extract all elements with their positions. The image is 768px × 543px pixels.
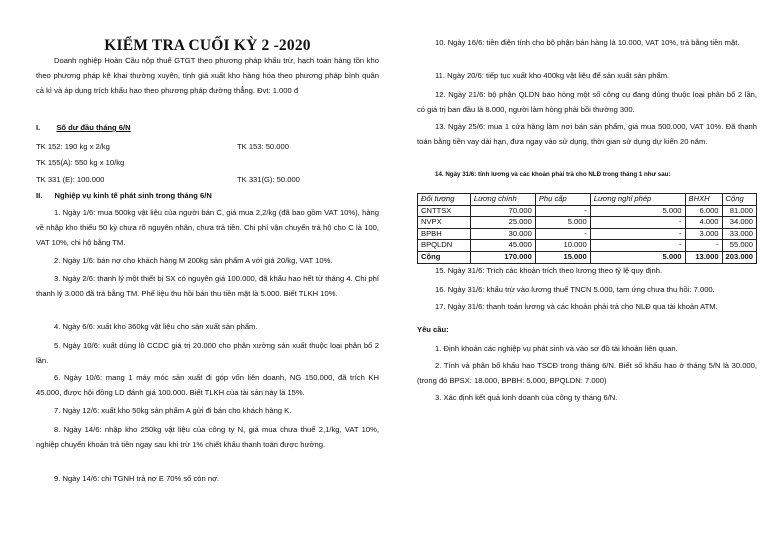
transaction-item: 4. Ngày 6/6: xuất kho 360kg vật liệu cho sản xuất sản phẩm. — [54, 322, 258, 331]
intro-paragraph: Doanh nghiệp Hoàn Cầu nộp thuế GTGT theo phương pháp khấu trừ, hạch toán hàng tồn kho theo phương pháp kê khai thường xuyên, tính giá xuất kho hàng hóa theo phương pháp bình quân cả kì và áp dụng trích khấu hao theo phương pháp đường thẳng. Đvt: 1.000 đ — [36, 56, 379, 95]
section-2-label: Nghiệp vụ kinh tế phát sinh trong tháng 6/N — [54, 191, 212, 200]
table-cell: 25.000 — [470, 217, 535, 229]
table-header-cell: Cộng — [722, 194, 756, 206]
table-cell: 70.000 — [470, 205, 535, 217]
table-header-cell: BHXH — [685, 194, 722, 206]
transaction-item: 6. Ngày 10/6: mang 1 máy móc sản xuất đi góp vốn liên doanh, NG 150.000, đã trích KH 45.000, được hội đồng LD đánh giá 100.000. Biết TLKH của tài sản này là 15%. — [36, 373, 379, 397]
transaction-item: 10. Ngày 16/6: tiền điện tính cho bộ phận bán hàng là 10.000, VAT 10%, trả bằng tiền mặt. — [435, 38, 740, 47]
table-cell: - — [685, 240, 722, 252]
table-cell: - — [590, 228, 685, 240]
balance-tk152: TK 152: 190 kg x 2/kg — [36, 142, 110, 151]
transaction-item: 7. Ngày 12/6: xuất kho 50kg sản phẩm A gửi đi bán cho khách hàng K. — [54, 406, 292, 415]
table-cell: 30.000 — [470, 228, 535, 240]
transaction-item: 17. Ngày 31/6: thanh toán lương và các khoản phải trả cho NLĐ qua tài khoản ATM. — [435, 302, 718, 311]
table-row — [418, 205, 757, 217]
requirements-heading: Yêu cầu: — [417, 325, 449, 334]
transaction-item: 16. Ngày 31/6: khấu trừ vào lương thuế TNCN 5.000, tạm ứng chưa thu hồi: 7.000. — [435, 285, 715, 294]
section-1-label: Số dư đầu tháng 6/N — [56, 123, 131, 132]
table-header-cell: Đối tượng — [418, 194, 471, 206]
table-cell: NVPX — [418, 217, 471, 229]
requirement-item: 1. Định khoản các nghiệp vụ phát sinh và vào sơ đồ tài khoản liên quan. — [435, 344, 678, 353]
table-cell: 34.000 — [722, 217, 756, 229]
transaction-item: 3. Ngày 2/6: thanh lý một thiết bị SX có nguyên giá 100.000, đã khấu hao hết từ tháng 4. Chi phí thanh lý 3.000 đã trả bằng TM. Phế liệu thu hồi bán thu tiền mặt là 5.000. Biết TLKH 10%. — [36, 274, 379, 298]
table-header-cell: Lương chính — [470, 194, 535, 206]
table-cell: 3.000 — [685, 228, 722, 240]
transaction-item: 5. Ngày 10/6: xuất dùng lô CCDC giá trị 20.000 cho phân xưởng sản xuất thuộc loại phân bổ 2 lần. — [36, 341, 379, 365]
table-cell: 15.000 — [535, 251, 590, 263]
requirement-item: 3. Xác định kết quả kinh doanh của công ty tháng 6/N. — [435, 393, 618, 402]
page-title: KIỂM TRA CUỐI KỲ 2 -2020 — [104, 37, 311, 54]
table-cell: BPQLDN — [418, 240, 471, 252]
table-cell: 33.000 — [722, 228, 756, 240]
table-cell: 203.000 — [722, 251, 756, 263]
table-header-row — [418, 194, 757, 206]
transaction-item: 12. Ngày 21/6: bộ phận QLDN báo hỏng một số công cụ đang dùng thuộc loại phân bổ 2 lần, có giá trị ban đầu là 8.000, người làm hỏng phải bồi thường 300. — [417, 90, 757, 114]
table-header-cell: Phụ cấp — [535, 194, 590, 206]
table-cell: 13.000 — [685, 251, 722, 263]
table-header-cell: Lương nghỉ phép — [590, 194, 685, 206]
table-cell: - — [535, 228, 590, 240]
table-row — [418, 217, 757, 229]
balance-tk331e: TK 331 (E): 100.000 — [36, 175, 105, 184]
table-cell: 55.000 — [722, 240, 756, 252]
transaction-item: 8. Ngày 14/6: nhập kho 250kg vật liệu của công ty N, giá mua chưa thuế 2,1/kg, VAT 10%, nghiệp chuyển khoản trả tiền ngay sau khi trừ 1% chiết khấu thanh toán được hưởng. — [36, 425, 379, 449]
table-cell: - — [535, 205, 590, 217]
balance-tk153: TK 153: 50.000 — [237, 142, 289, 151]
balance-row-3 — [36, 173, 379, 188]
section-2-heading — [36, 189, 379, 204]
table-cell: 5.000 — [590, 251, 685, 263]
table-cell: 10.000 — [535, 240, 590, 252]
table-cell: 4.000 — [685, 217, 722, 229]
balance-tk155a: TK 155(A): 550 kg x 10/kg — [36, 158, 125, 167]
table-cell: 6.000 — [685, 205, 722, 217]
balance-row-1 — [36, 140, 379, 155]
table-total-row — [418, 251, 757, 263]
section-2-number: II. — [36, 191, 43, 200]
table-cell: Cộng — [418, 251, 471, 263]
transaction-item-14: 14. Ngày 31/6: tính lương và các khoản phải trả cho NLĐ trong tháng 1 như sau: — [435, 171, 671, 178]
transaction-item: 1. Ngày 1/6: mua 500kg vật liệu của người bán C, giá mua 2,2/kg (đã bao gồm VAT 10%), hàng về nhập kho thiếu 50 kỳ chưa rõ nguyên nhân, chưa trả tiền. Chi phí vận chuyển trả hộ cho C là 100, VAT 10%, chi hộ bằng TM. — [36, 208, 379, 247]
table-row — [418, 228, 757, 240]
transaction-item: 2. Ngày 1/6: bán nợ cho khách hàng M 200kg sản phẩm A với giá 20/kg, VAT 10%. — [54, 256, 333, 265]
transaction-item: 11. Ngày 20/6: tiếp tục xuất kho 400kg vật liệu để sản xuất sản phẩm. — [435, 71, 670, 80]
wage-table — [417, 193, 757, 264]
table-cell: 5.000 — [535, 217, 590, 229]
transaction-item: 13. Ngày 25/6: mua 1 cửa hàng làm nơi bán sản phẩm, giá mua 500.000, VAT 10%. Đã thanh toán bằng tiền vay dài hạn, đưa ngay vào sử dụng, thời gian sử dụng dự kiến 20 năm. — [417, 122, 757, 146]
table-row — [418, 240, 757, 252]
section-1-heading — [36, 121, 379, 136]
transaction-item: 15. Ngày 31/6: Trích các khoản trích theo lương theo tỷ lệ quy định. — [435, 266, 663, 275]
table-cell: - — [590, 217, 685, 229]
table-cell: 170.000 — [470, 251, 535, 263]
balance-tk331g: TK 331(G): 50.000 — [237, 175, 300, 184]
table-cell: - — [590, 240, 685, 252]
table-cell: BPBH — [418, 228, 471, 240]
table-cell: 45.000 — [470, 240, 535, 252]
requirement-item: 2. Tính và phân bổ khấu hao TSCĐ trong tháng 6/N. Biết số khấu hao ở tháng 5/N là 30.000, (trong đó BPSX: 18.000, BPBH: 5.000, BPQLDN: 7.000) — [417, 361, 757, 385]
table-cell: 5.000 — [590, 205, 685, 217]
table-cell: 81.000 — [722, 205, 756, 217]
table-cell: CNTTSX — [418, 205, 471, 217]
transaction-item: 9. Ngày 14/6: chi TGNH trả nợ E 70% số còn nợ. — [54, 474, 220, 483]
section-1-number: I. — [36, 123, 41, 132]
